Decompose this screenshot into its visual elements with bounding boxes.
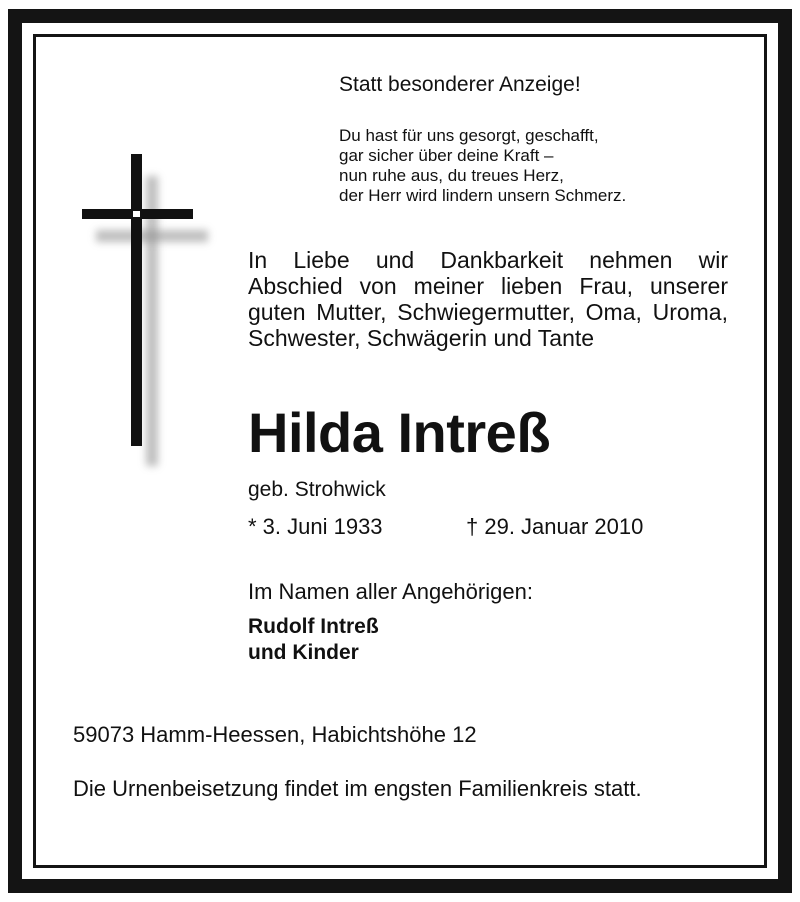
family-line: Rudolf Intreß	[248, 615, 379, 638]
poem-line: Du hast für uns gesorgt, geschafft,	[339, 126, 599, 145]
family-line: und Kinder	[248, 641, 359, 664]
poem-line: gar sicher über deine Kraft –	[339, 146, 554, 165]
death-date: † 29. Januar 2010	[466, 514, 644, 539]
burial-notice: Die Urnenbeisetzung findet im engsten Familienkreis statt.	[73, 776, 642, 801]
cross-center-highlight	[133, 211, 140, 217]
family-label: Im Namen aller Angehörigen:	[248, 579, 533, 604]
cross-icon	[78, 150, 218, 480]
cross-vertical-beam	[131, 154, 142, 446]
poem	[339, 126, 626, 206]
deceased-name: Hilda Intreß	[248, 401, 551, 464]
poem-line: nun ruhe aus, du treues Herz,	[339, 166, 564, 185]
birth-date: * 3. Juni 1933	[248, 514, 383, 539]
family-signature	[248, 614, 379, 666]
maiden-name: geb. Strohwick	[248, 478, 386, 501]
cross-shadow	[96, 230, 208, 242]
address: 59073 Hamm-Heessen, Habichtshöhe 12	[73, 722, 477, 747]
cross-shadow	[146, 176, 158, 466]
intro-text: In Liebe und Dankbarkeit nehmen wir Abschied von meiner lieben Frau, unserer guten Mutter, Schwiegermutter, Oma, Uroma, Schwester, Schwägerin und Tante	[248, 247, 728, 351]
poem-line: der Herr wird lindern unsern Schmerz.	[339, 186, 627, 205]
notice-header: Statt besonderer Anzeige!	[339, 73, 581, 96]
